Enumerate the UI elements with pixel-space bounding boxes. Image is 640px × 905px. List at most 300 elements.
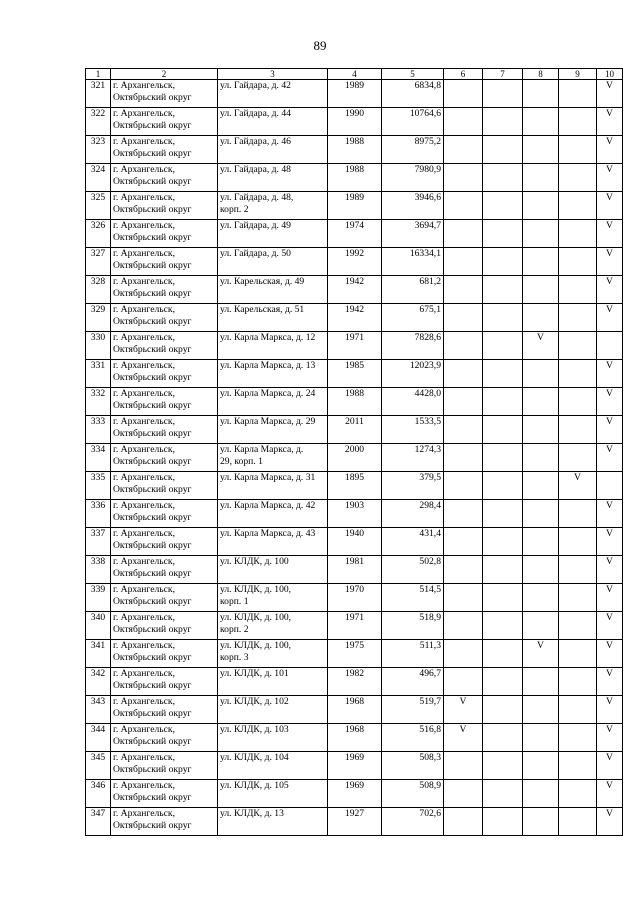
mark-cell-7 [483, 416, 523, 444]
address-line: ул. Гайдара, д. 49 [220, 220, 291, 231]
address-line: ул. Карла Маркса, д. 29 [220, 416, 316, 427]
area-cell: 4428,0 [382, 388, 444, 416]
row-number-cell: 331 [86, 360, 111, 388]
year-cell: 1970 [328, 584, 382, 612]
address-cell [218, 164, 328, 192]
mark-cell-8 [523, 724, 559, 752]
city-text: г. Архангельск, [113, 388, 175, 399]
district-text: Октябрьский округ [113, 680, 192, 691]
column-header: 8 [523, 69, 559, 80]
mark-cell-8 [523, 220, 559, 248]
mark-cell-9: V [559, 472, 597, 500]
address-line: ул. КЛДК, д. 101 [220, 668, 289, 679]
address-cell [218, 136, 328, 164]
table-body [86, 69, 623, 836]
address-line: ул. Карельская, д. 49 [220, 276, 305, 287]
table-row [86, 724, 623, 752]
mark-cell-8 [523, 192, 559, 220]
column-header: 1 [86, 69, 111, 80]
address-cell [218, 108, 328, 136]
mark-cell-10: V [597, 360, 623, 388]
location-cell [111, 360, 218, 388]
city-text: г. Архангельск, [113, 444, 175, 455]
mark-cell-10: V [597, 528, 623, 556]
mark-cell-7 [483, 472, 523, 500]
table-row [86, 584, 623, 612]
mark-cell-8 [523, 276, 559, 304]
mark-cell-7 [483, 780, 523, 808]
table-row [86, 108, 623, 136]
city-text: г. Архангельск, [113, 640, 175, 651]
city-text: г. Архангельск, [113, 220, 175, 231]
mark-cell-7 [483, 724, 523, 752]
address-line: ул. КЛДК, д. 100, [220, 612, 292, 623]
mark-cell-7 [483, 220, 523, 248]
address-line: ул. КЛДК, д. 100 [220, 556, 289, 567]
district-text: Октябрьский округ [113, 176, 192, 187]
address-line: ул. Карла Маркса, д. 24 [220, 388, 316, 399]
mark-cell-8: V [523, 640, 559, 668]
row-number-cell: 344 [86, 724, 111, 752]
table-row [86, 360, 623, 388]
mark-cell-8 [523, 444, 559, 472]
mark-cell-8 [523, 696, 559, 724]
city-text: г. Архангельск, [113, 724, 175, 735]
mark-cell-9 [559, 556, 597, 584]
district-text: Октябрьский округ [113, 316, 192, 327]
district-text: Октябрьский округ [113, 344, 192, 355]
address-line: ул. Карла Маркса, д. [220, 444, 304, 455]
year-cell: 1942 [328, 276, 382, 304]
city-text: г. Архангельск, [113, 556, 175, 567]
location-cell [111, 192, 218, 220]
year-cell: 1990 [328, 108, 382, 136]
mark-cell-9 [559, 752, 597, 780]
area-cell: 514,5 [382, 584, 444, 612]
column-header: 4 [328, 69, 382, 80]
row-number-cell: 328 [86, 276, 111, 304]
mark-cell-10: V [597, 640, 623, 668]
city-text: г. Архангельск, [113, 528, 175, 539]
district-text: Октябрьский округ [113, 456, 192, 467]
address-cell [218, 808, 328, 836]
mark-cell-8 [523, 584, 559, 612]
mark-cell-6: V [444, 724, 483, 752]
district-text: Октябрьский округ [113, 232, 192, 243]
address-cell [218, 192, 328, 220]
year-cell: 1985 [328, 360, 382, 388]
year-cell: 1968 [328, 724, 382, 752]
district-text: Октябрьский округ [113, 820, 192, 831]
table-row [86, 444, 623, 472]
district-text: Октябрьский округ [113, 484, 192, 495]
row-number-cell: 330 [86, 332, 111, 360]
area-cell: 508,9 [382, 780, 444, 808]
location-cell [111, 500, 218, 528]
address-line-2: 29, корп. 1 [220, 456, 263, 467]
location-cell [111, 752, 218, 780]
row-number-cell: 334 [86, 444, 111, 472]
area-cell: 518,9 [382, 612, 444, 640]
mark-cell-10: V [597, 416, 623, 444]
location-cell [111, 640, 218, 668]
area-cell: 16334,1 [382, 248, 444, 276]
year-cell: 1895 [328, 472, 382, 500]
mark-cell-8 [523, 752, 559, 780]
city-text: г. Архангельск, [113, 136, 175, 147]
location-cell [111, 780, 218, 808]
mark-cell-10: V [597, 80, 623, 108]
mark-cell-10: V [597, 500, 623, 528]
area-cell: 12023,9 [382, 360, 444, 388]
mark-cell-10: V [597, 724, 623, 752]
mark-cell-6 [444, 612, 483, 640]
row-number-cell: 325 [86, 192, 111, 220]
row-number-cell: 339 [86, 584, 111, 612]
city-text: г. Архангельск, [113, 192, 175, 203]
mark-cell-8 [523, 80, 559, 108]
mark-cell-10: V [597, 584, 623, 612]
mark-cell-8: V [523, 332, 559, 360]
row-number-cell: 336 [86, 500, 111, 528]
area-cell: 496,7 [382, 668, 444, 696]
address-line: ул. Карла Маркса, д. 31 [220, 472, 316, 483]
mark-cell-6 [444, 388, 483, 416]
mark-cell-8 [523, 136, 559, 164]
district-text: Октябрьский округ [113, 260, 192, 271]
mark-cell-8 [523, 248, 559, 276]
table-row [86, 80, 623, 108]
mark-cell-10: V [597, 752, 623, 780]
district-text: Октябрьский округ [113, 540, 192, 551]
city-text: г. Архангельск, [113, 248, 175, 259]
mark-cell-6 [444, 752, 483, 780]
mark-cell-8 [523, 612, 559, 640]
table-row [86, 696, 623, 724]
city-text: г. Архангельск, [113, 304, 175, 315]
district-text: Октябрьский округ [113, 204, 192, 215]
column-header: 10 [597, 69, 623, 80]
city-text: г. Архангельск, [113, 416, 175, 427]
row-number-cell: 346 [86, 780, 111, 808]
district-text: Октябрьский округ [113, 568, 192, 579]
row-number-cell: 327 [86, 248, 111, 276]
row-number-cell: 343 [86, 696, 111, 724]
district-text: Октябрьский округ [113, 148, 192, 159]
address-cell [218, 500, 328, 528]
location-cell [111, 108, 218, 136]
column-header: 9 [559, 69, 597, 80]
city-text: г. Архангельск, [113, 752, 175, 763]
column-header: 7 [483, 69, 523, 80]
mark-cell-10: V [597, 304, 623, 332]
address-line: ул. Гайдара, д. 48 [220, 164, 291, 175]
location-cell [111, 556, 218, 584]
mark-cell-7 [483, 108, 523, 136]
table-row [86, 388, 623, 416]
address-line: ул. Карла Маркса, д. 43 [220, 528, 316, 539]
row-number-cell: 326 [86, 220, 111, 248]
mark-cell-6 [444, 276, 483, 304]
year-cell: 1982 [328, 668, 382, 696]
row-number-cell: 342 [86, 668, 111, 696]
mark-cell-7 [483, 136, 523, 164]
area-cell: 6834,8 [382, 80, 444, 108]
mark-cell-9 [559, 696, 597, 724]
table-row [86, 220, 623, 248]
mark-cell-8 [523, 108, 559, 136]
mark-cell-9 [559, 780, 597, 808]
location-cell [111, 696, 218, 724]
district-text: Октябрьский округ [113, 652, 192, 663]
address-line: ул. Карла Маркса, д. 42 [220, 500, 316, 511]
mark-cell-7 [483, 500, 523, 528]
mark-cell-7 [483, 304, 523, 332]
address-cell [218, 752, 328, 780]
mark-cell-8 [523, 472, 559, 500]
location-cell [111, 444, 218, 472]
address-cell [218, 332, 328, 360]
mark-cell-6 [444, 472, 483, 500]
mark-cell-9 [559, 500, 597, 528]
mark-cell-8 [523, 360, 559, 388]
address-line: ул. КЛДК, д. 105 [220, 780, 289, 791]
location-cell [111, 80, 218, 108]
location-cell [111, 388, 218, 416]
area-cell: 519,7 [382, 696, 444, 724]
year-cell: 1988 [328, 388, 382, 416]
city-text: г. Архангельск, [113, 584, 175, 595]
district-text: Октябрьский округ [113, 792, 192, 803]
column-header: 5 [382, 69, 444, 80]
mark-cell-6 [444, 500, 483, 528]
address-line-2: корп. 1 [220, 596, 249, 607]
year-cell: 1975 [328, 640, 382, 668]
area-cell: 1533,5 [382, 416, 444, 444]
table-row [86, 472, 623, 500]
row-number-cell: 341 [86, 640, 111, 668]
mark-cell-9 [559, 584, 597, 612]
mark-cell-6 [444, 192, 483, 220]
location-cell [111, 528, 218, 556]
table-row [86, 500, 623, 528]
location-cell [111, 416, 218, 444]
address-cell [218, 696, 328, 724]
address-cell [218, 528, 328, 556]
mark-cell-9 [559, 192, 597, 220]
row-number-cell: 338 [86, 556, 111, 584]
table-row [86, 640, 623, 668]
mark-cell-6 [444, 668, 483, 696]
mark-cell-6 [444, 556, 483, 584]
district-text: Октябрьский округ [113, 92, 192, 103]
mark-cell-9 [559, 388, 597, 416]
mark-cell-9 [559, 528, 597, 556]
mark-cell-7 [483, 640, 523, 668]
district-text: Октябрьский округ [113, 596, 192, 607]
column-header: 3 [218, 69, 328, 80]
mark-cell-8 [523, 416, 559, 444]
area-cell: 7980,9 [382, 164, 444, 192]
row-number-cell: 345 [86, 752, 111, 780]
city-text: г. Архангельск, [113, 500, 175, 511]
mark-cell-9 [559, 220, 597, 248]
address-cell [218, 360, 328, 388]
city-text: г. Архангельск, [113, 108, 175, 119]
area-cell: 8975,2 [382, 136, 444, 164]
area-cell: 681,2 [382, 276, 444, 304]
address-line: ул. Карла Маркса, д. 12 [220, 332, 316, 343]
mark-cell-10: V [597, 444, 623, 472]
year-cell: 1989 [328, 192, 382, 220]
address-line: ул. КЛДК, д. 103 [220, 724, 289, 735]
address-cell [218, 584, 328, 612]
row-number-cell: 347 [86, 808, 111, 836]
address-cell [218, 612, 328, 640]
row-number-cell: 323 [86, 136, 111, 164]
mark-cell-7 [483, 80, 523, 108]
address-cell [218, 472, 328, 500]
mark-cell-6 [444, 332, 483, 360]
area-cell: 431,4 [382, 528, 444, 556]
row-number-cell: 329 [86, 304, 111, 332]
city-text: г. Архангельск, [113, 668, 175, 679]
mark-cell-6 [444, 220, 483, 248]
row-number-cell: 321 [86, 80, 111, 108]
mark-cell-9 [559, 304, 597, 332]
area-cell: 3694,7 [382, 220, 444, 248]
district-text: Октябрьский округ [113, 512, 192, 523]
mark-cell-7 [483, 388, 523, 416]
city-text: г. Архангельск, [113, 696, 175, 707]
table-row [86, 416, 623, 444]
mark-cell-9 [559, 136, 597, 164]
mark-cell-6 [444, 640, 483, 668]
mark-cell-9 [559, 724, 597, 752]
area-cell: 508,3 [382, 752, 444, 780]
location-cell [111, 220, 218, 248]
mark-cell-9 [559, 444, 597, 472]
mark-cell-7 [483, 248, 523, 276]
mark-cell-7 [483, 584, 523, 612]
mark-cell-7 [483, 808, 523, 836]
address-cell [218, 80, 328, 108]
table-row [86, 136, 623, 164]
address-cell [218, 220, 328, 248]
mark-cell-7 [483, 164, 523, 192]
mark-cell-6 [444, 164, 483, 192]
address-cell [218, 444, 328, 472]
mark-cell-8 [523, 388, 559, 416]
city-text: г. Архангельск, [113, 780, 175, 791]
mark-cell-10: V [597, 612, 623, 640]
address-line-2: корп. 2 [220, 624, 249, 635]
city-text: г. Архангельск, [113, 80, 175, 91]
year-cell: 1988 [328, 164, 382, 192]
area-cell: 502,8 [382, 556, 444, 584]
mark-cell-7 [483, 752, 523, 780]
address-line: ул. Карельская, д. 51 [220, 304, 305, 315]
district-text: Октябрьский округ [113, 400, 192, 411]
location-cell [111, 276, 218, 304]
district-text: Октябрьский округ [113, 120, 192, 131]
year-cell: 2011 [328, 416, 382, 444]
address-line: ул. Карла Маркса, д. 13 [220, 360, 316, 371]
mark-cell-7 [483, 276, 523, 304]
location-cell [111, 612, 218, 640]
location-cell [111, 584, 218, 612]
year-cell: 1903 [328, 500, 382, 528]
year-cell: 1940 [328, 528, 382, 556]
table-row [86, 612, 623, 640]
mark-cell-9 [559, 332, 597, 360]
area-cell: 511,3 [382, 640, 444, 668]
mark-cell-8 [523, 528, 559, 556]
mark-cell-9 [559, 248, 597, 276]
year-cell: 1974 [328, 220, 382, 248]
table-row [86, 248, 623, 276]
housing-registry-table [85, 68, 623, 836]
mark-cell-10: V [597, 164, 623, 192]
location-cell [111, 136, 218, 164]
table-row [86, 752, 623, 780]
table-row [86, 556, 623, 584]
mark-cell-9 [559, 164, 597, 192]
mark-cell-7 [483, 668, 523, 696]
year-cell: 1942 [328, 304, 382, 332]
address-cell [218, 780, 328, 808]
city-text: г. Архангельск, [113, 472, 175, 483]
address-cell [218, 276, 328, 304]
address-cell [218, 724, 328, 752]
header-row [86, 69, 623, 80]
location-cell [111, 724, 218, 752]
location-cell [111, 332, 218, 360]
area-cell: 379,5 [382, 472, 444, 500]
year-cell: 1969 [328, 780, 382, 808]
column-header: 2 [111, 69, 218, 80]
area-cell: 1274,3 [382, 444, 444, 472]
mark-cell-8 [523, 164, 559, 192]
address-line: ул. КЛДК, д. 100, [220, 640, 292, 651]
city-text: г. Архангельск, [113, 612, 175, 623]
mark-cell-6 [444, 304, 483, 332]
year-cell: 1968 [328, 696, 382, 724]
mark-cell-10 [597, 332, 623, 360]
year-cell: 1992 [328, 248, 382, 276]
year-cell: 1969 [328, 752, 382, 780]
location-cell [111, 472, 218, 500]
mark-cell-6 [444, 780, 483, 808]
mark-cell-10: V [597, 220, 623, 248]
mark-cell-8 [523, 556, 559, 584]
mark-cell-9 [559, 612, 597, 640]
mark-cell-10: V [597, 136, 623, 164]
address-cell [218, 668, 328, 696]
mark-cell-9 [559, 668, 597, 696]
table-row [86, 808, 623, 836]
address-line: ул. КЛДК, д. 100, [220, 584, 292, 595]
year-cell: 1988 [328, 136, 382, 164]
city-text: г. Архангельск, [113, 808, 175, 819]
city-text: г. Архангельск, [113, 360, 175, 371]
column-header: 6 [444, 69, 483, 80]
row-number-cell: 335 [86, 472, 111, 500]
mark-cell-6 [444, 584, 483, 612]
mark-cell-6 [444, 108, 483, 136]
mark-cell-9 [559, 360, 597, 388]
area-cell: 702,6 [382, 808, 444, 836]
